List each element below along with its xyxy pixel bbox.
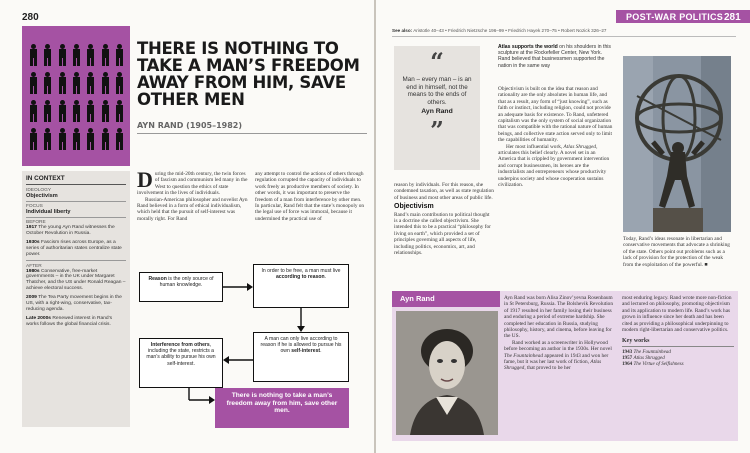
paragraph: any attempt to control the actions of others through regulation corrupted the capacity of individuals to work freely as productive members of society. In other words, it was important to preserve the freedom of a man from interference by other men. In particular, Rand felt that the state’s monopoly on the legal use of force was immoral, because it undermined the practical use of: [255, 171, 365, 222]
objectivism-subhead: Objectivism: [394, 203, 434, 211]
conclusion-box: There is nothing to take a man’s freedom away from him, save other men.: [215, 388, 349, 428]
key-work-item: 1964 The Virtue of Selfishness: [622, 361, 684, 368]
body-column-1: [137, 167, 249, 222]
biography-column-2: [622, 295, 734, 367]
close-quote-icon: ”: [430, 116, 444, 146]
paragraph: reason by individuals. For this reason, she condemned taxation, as well as state regulation of business and most other areas of public life.: [394, 182, 494, 201]
argument-diagram: [137, 254, 367, 432]
biography-box: [392, 291, 738, 441]
context-entry: 1917 The young Ayn Rand witnesses the October Revolution in Russia.: [26, 225, 115, 236]
figures-illustration: [22, 26, 130, 166]
self-interest-box: A man can only live according to reason if he is allowed to pursue his own self-interest.: [253, 332, 349, 382]
context-entry: Late 2000s Renewed interest in Rand’s works follows the global financial crisis.: [26, 315, 113, 327]
chapter-author: AYN RAND (1905–1982): [137, 121, 243, 130]
image-caption: Atlas supports the world on his shoulders in this sculpture at the Rockefeller Center, New York. Rand believed that businessmen supported the nation in the same way: [498, 44, 611, 69]
biography-column-1: [504, 295, 616, 372]
paragraph: Today, Rand’s ideas resonate in libertarian and conservative movements that advocate a shrinking of the state. Others point out problems such as a lack of provision for the protection of the weak from the exploitation of the powerful. ■: [623, 236, 730, 268]
ideology-label: IDEOLOGY: [26, 188, 52, 193]
title-divider: [137, 133, 367, 134]
page-number-right: 281: [724, 12, 741, 23]
arrow-head: [223, 356, 229, 364]
biography-heading: Ayn Rand: [392, 291, 500, 307]
drop-cap: D: [137, 167, 153, 192]
key-works-heading: Key works: [622, 338, 734, 346]
key-work-item: 1943 The Fountainhead: [622, 348, 671, 355]
after-label: AFTER: [26, 263, 42, 269]
body-column-right-3: [623, 236, 733, 268]
paragraph: Russian-American philosopher and novelist Ayn Rand believed in a form of ethical individualism, which held that the pursuit of self-interest was morally right. For Rand: [137, 196, 248, 222]
ayn-rand-portrait: [396, 311, 498, 435]
quote-author: Ayn Rand: [421, 108, 453, 116]
paragraph: uring the mid-20th century, the twin forces of fascism and communism led many in the West to question the ethics of state involvement in the lives of individuals.: [137, 171, 248, 197]
context-entry: 2009 The Tea Party movement begins in the US, with a right-wing, conservative, tax-reducing agenda.: [26, 295, 122, 312]
chapter-title: THERE IS NOTHING TO TAKE A MAN’S FREEDOM AWAY FROM HIM, SAVE OTHER MEN: [137, 39, 360, 109]
paragraph: Rand’s main contribution to political thought is a doctrine she called objectivism. She intended this to be a practical “philosophy for living on earth”, which provided a set of principles governing all aspects of life, including politics, economics, art, and relationships.: [394, 211, 491, 257]
paragraph: most enduring legacy. Rand wrote more non-fiction and lectured on philosophy, promoting objectivism and its application to modern life. Rand’s work has grown in influence since her death and has been cited as providing a philosophical underpinning to modern right-libertarian and conservative politics.: [622, 295, 732, 334]
context-entry: 1930s Fascism rises across Europe, as a series of authoritarian states centralize state power.: [26, 240, 126, 261]
ideology-value: Objectivism: [26, 193, 126, 202]
portrait-image: [396, 311, 498, 435]
interference-box: Interference from others, including the state, restricts a man’s ability to pursue his own self-interest.: [139, 338, 223, 388]
section-header: POST-WAR POLITICS: [626, 12, 724, 22]
body-column-2: [255, 171, 367, 222]
paragraph: Her most influential work, Atlas Shrugged, articulates this belief clearly. A novel set in an America that is crippled by government intervention and corrupt businessmen, its heroes are the industrialists and entrepreneurs whose productivity underpins society and whose cooperation sustains civilization.: [498, 143, 610, 189]
in-context-panel: [22, 171, 130, 427]
left-page: [0, 0, 374, 453]
body-column-right-1: [394, 182, 494, 256]
open-quote-icon: “: [430, 47, 444, 76]
context-entry: 1980s Conservative, free-market governments – in the UK under Margaret Thatcher, and the US under Ronald Reagan – achieve electoral success.: [26, 268, 126, 292]
pull-quote: [394, 46, 480, 170]
paragraph: Objectivism is built on the idea that reason and rationality are the only absolutes in human life, and that as a result, any form of “just knowing”, such as faith or instinct, including religion, could not provide an adequate basis for existence. To Rand, unfettered capitalism was the only system of social organization that was compatible with the rational nature of human beings, and collective state action served only to limit the capabilities of humanity.: [498, 86, 613, 144]
see-also: See also: Aristotle 40–43 • Friedrich Nietzsche 196–99 • Friedrich Hayek 270–75 • Robert Nozick 326–27: [392, 28, 736, 37]
right-page: [376, 0, 750, 453]
quote-text: Man – every man – is an end in himself, not the means to the ends of others.: [402, 76, 472, 106]
reason-box: Reason is the only source of human knowledge.: [139, 272, 223, 302]
atlas-statue-image: [623, 56, 731, 232]
paragraph: Rand worked as a screenwriter in Hollywood before becoming an author in the 1930s. Her novel The Fountainhead appeared in 1943 and won her fame, but it was her last work of fiction, Atlas Shrugged, that proved to be her: [504, 339, 612, 372]
focus-value: Individual liberty: [26, 209, 126, 218]
free-man-box: In order to be free, a man must live according to reason.: [253, 264, 349, 308]
in-context-heading: IN CONTEXT: [26, 175, 126, 185]
body-column-right-2: [498, 86, 614, 189]
key-work-item: 1957 Atlas Shrugged: [622, 355, 665, 362]
focus-label: FOCUS: [26, 204, 43, 209]
paragraph: Ayn Rand was born Alisa Zinov’yevna Rosenbaum in St Petersburg, Russia. The Bolshevik Revolution of 1917 resulted in her family losing their business and enduring a period of extreme hardship. She completed her education in Russia, studying philosophy, history, and cinema, before leaving for the US.: [504, 295, 613, 340]
atlas-statue-photo: [623, 56, 731, 232]
people-figures-icon: [28, 44, 124, 156]
before-label: BEFORE: [26, 220, 46, 225]
page-number-left: 280: [22, 12, 39, 23]
